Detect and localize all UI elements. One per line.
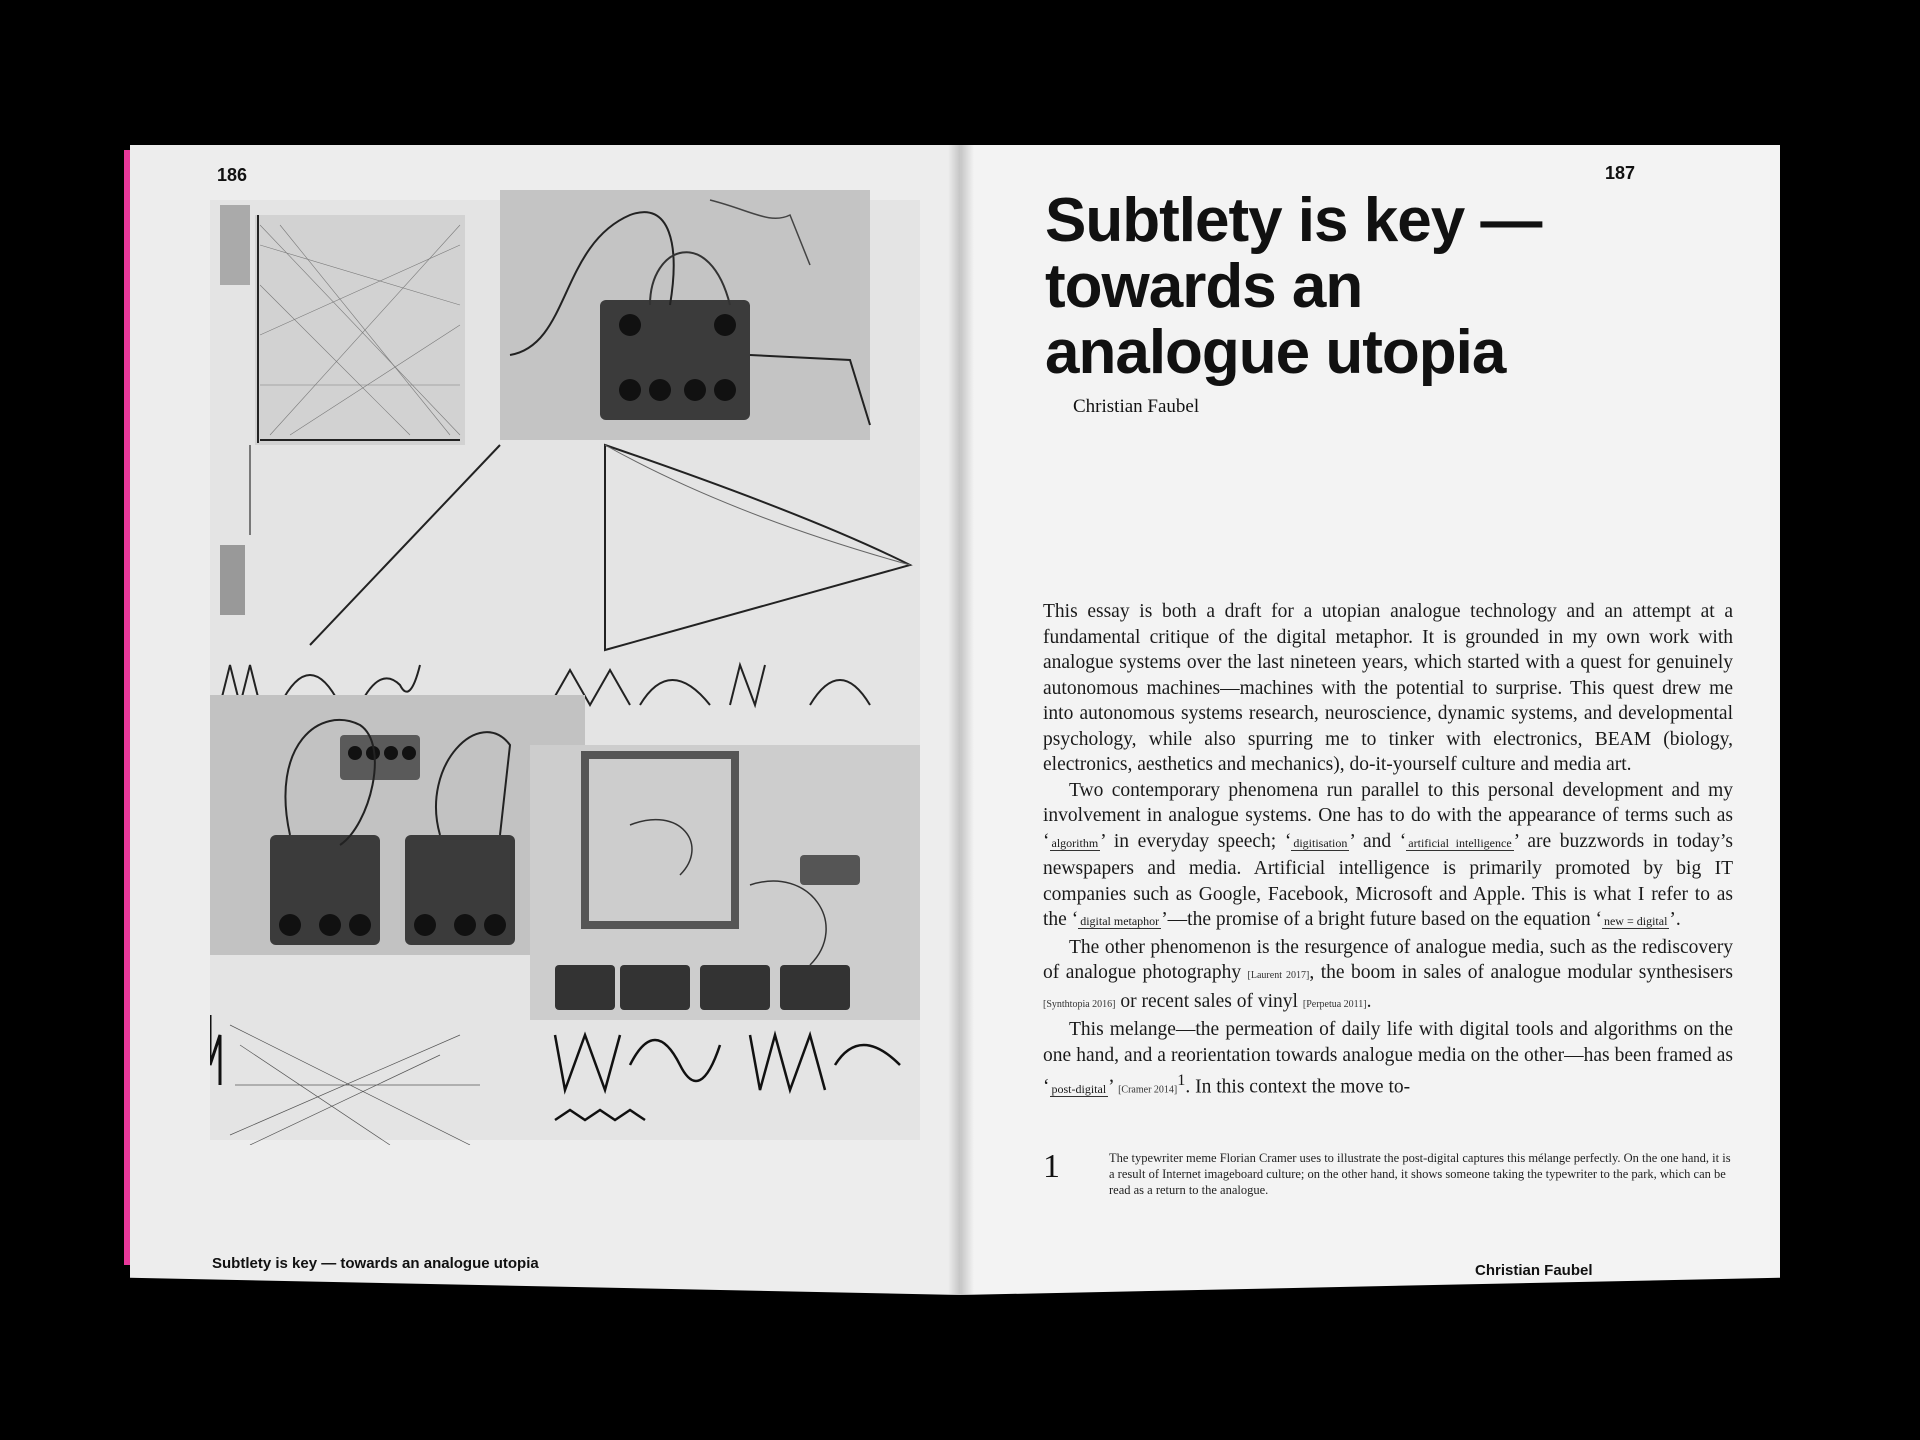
- footnote-text: The typewriter meme Florian Cramer uses to illustrate the post-digital captures this mélange perfectly. On the one hand, it is a result of Internet imageboard culture; on the other hand, it shows someone taking the typewriter to the park, which can be read as a return to the analogue.: [1109, 1151, 1731, 1197]
- footnote-number: 1: [1043, 1148, 1060, 1185]
- right-running-footer: Christian Faubel: [1475, 1262, 1593, 1279]
- article-author: Christian Faubel: [1073, 396, 1200, 417]
- citation: [Perpetua 2011]: [1302, 998, 1367, 1010]
- body-text-run: This essay is both a draft for a utopian analogue technology and an attempt at a fundamental critique of the digital metaphor. It is grounded in my own work with analogue systems over the last nineteen years, which started with a quest for genuinely autonomous machines—machines with the potential to surprise. This quest drew me into autonomous systems research, neuroscience, dynamic systems, and developmental psychology, while also spurring me to tinker with electronics, BEAM (biology, electronics, aesthetics and mechanics), do-it-yourself culture and media art.: [1043, 601, 1733, 775]
- citation: [Laurent 2017]: [1247, 970, 1310, 981]
- term-highlight: post-digital: [1051, 1081, 1107, 1096]
- body-text-run: ’: [1108, 1076, 1119, 1098]
- book-gutter-shadow: [948, 145, 974, 1295]
- body-text-run: ’ are buzzwords in today’s newspapers and media. Artificial intelligence is primarily promoted by big IT companies such as Google, Facebook, Microsoft and Apple. This is what I refer to as the ‘: [1043, 830, 1733, 930]
- article-body: [1043, 599, 1733, 1103]
- term-highlight: digitisation: [1293, 835, 1348, 850]
- body-text-run: ’—the promise of a bright future based on the equation ‘: [1161, 909, 1602, 930]
- body-text-run: This melange—the permeation of daily life with digital tools and algorithms on the one hand, and a reorientation towards analogue media on the other—has been framed as ‘: [1043, 1019, 1733, 1098]
- title-line-2: towards an: [1045, 252, 1363, 321]
- body-text-run: ’.: [1669, 909, 1681, 930]
- body-text-run: . In this context the move to-: [1185, 1076, 1411, 1098]
- left-page-number: 186: [217, 165, 248, 185]
- body-paragraph: [1043, 778, 1733, 935]
- photo-collage: [210, 185, 920, 1145]
- citation: [Synthtopia 2016]: [1043, 998, 1116, 1010]
- citation: [Cramer 2014]: [1118, 1084, 1178, 1096]
- footnote-ref: 1: [1177, 1071, 1186, 1089]
- body-text-run: or recent sales of vinyl: [1115, 990, 1303, 1012]
- term-highlight: artificial intelligence: [1408, 835, 1512, 850]
- term-highlight: algorithm: [1051, 835, 1099, 850]
- left-running-footer: Subtlety is key — towards an analogue utopia: [212, 1255, 539, 1272]
- title-line-1: Subtlety is key —: [1045, 186, 1542, 255]
- term-highlight: new = digital: [1603, 914, 1668, 928]
- body-text-run: ’ and ‘: [1349, 830, 1407, 852]
- body-text-run: Two contemporary phenomena run parallel to this personal development and my involvement in analogue systems. One has to do with the appearance of terms such as ‘: [1043, 779, 1733, 852]
- article-title: [1045, 188, 1665, 386]
- right-page-number: 187: [1605, 163, 1636, 183]
- body-text-run: The other phenomenon is the resurgence of analogue media, such as the rediscovery of analogue photography: [1043, 936, 1733, 983]
- title-line-3: analogue utopia: [1045, 318, 1506, 387]
- term-highlight: digital metaphor: [1080, 914, 1160, 928]
- body-text-run: ’ in everyday speech; ‘: [1100, 830, 1292, 852]
- body-paragraph: [1043, 935, 1733, 1018]
- body-paragraph: [1043, 599, 1733, 778]
- body-text-run: .: [1366, 990, 1372, 1012]
- body-paragraph: [1043, 1017, 1733, 1103]
- body-text-run: , the boom in sales of analogue modular synthesisers: [1309, 962, 1733, 983]
- collage-graphics: [210, 185, 920, 1145]
